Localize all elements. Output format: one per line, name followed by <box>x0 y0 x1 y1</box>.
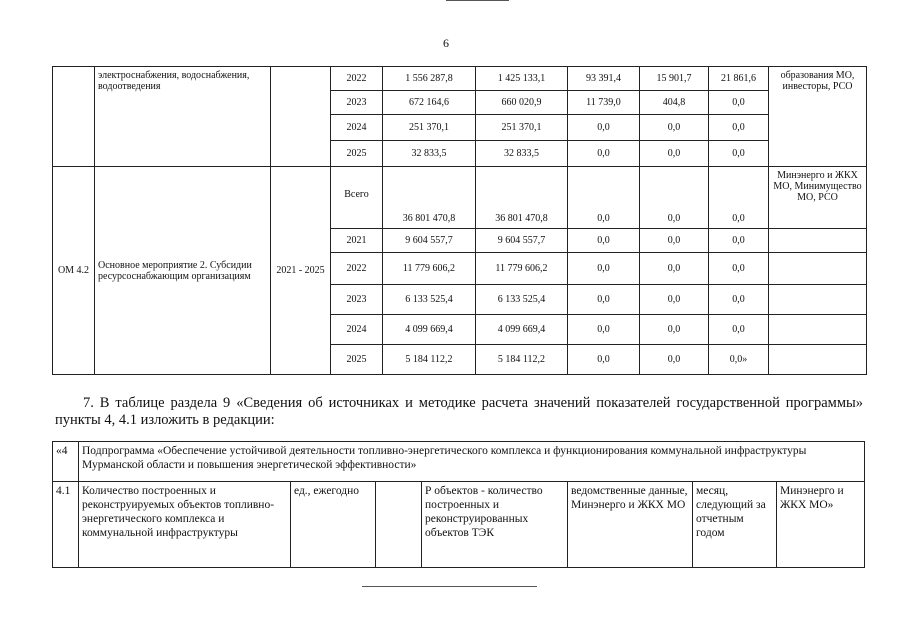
empty-cell <box>376 482 422 568</box>
regional-cell: 251 370,1 <box>476 115 568 141</box>
local-cell: 0,0 <box>640 285 709 315</box>
local-cell: 0,0 <box>640 345 709 375</box>
responsible-cell <box>769 253 867 285</box>
year-cell: 2025 <box>331 141 383 167</box>
year-cell: Всего <box>331 167 383 229</box>
federal-cell: 0,0 <box>568 167 640 229</box>
regional-cell: 32 833,5 <box>476 141 568 167</box>
extra-cell: 0,0 <box>709 229 769 253</box>
extra-cell: 0,0 <box>709 141 769 167</box>
responsible-cell: Минэнерго и ЖКХ МО» <box>777 482 865 568</box>
local-cell: 15 901,7 <box>640 67 709 91</box>
local-cell: 0,0 <box>640 141 709 167</box>
regional-cell: 6 133 525,4 <box>476 285 568 315</box>
total-cell: 9 604 557,7 <box>383 229 476 253</box>
year-cell: 2024 <box>331 115 383 141</box>
year-cell: 2024 <box>331 315 383 345</box>
total-cell: 5 184 112,2 <box>383 345 476 375</box>
federal-cell: 0,0 <box>568 141 640 167</box>
federal-cell: 0,0 <box>568 345 640 375</box>
measure-name-cell: электроснабжения, водоснабжения, водоотведения <box>95 67 271 167</box>
funding-table <box>52 66 867 375</box>
regional-cell: 660 020,9 <box>476 91 568 115</box>
measure-code-cell: ОМ 4.2 <box>53 167 95 375</box>
extra-cell: 0,0 <box>709 315 769 345</box>
local-cell: 0,0 <box>640 253 709 285</box>
federal-cell: 11 739,0 <box>568 91 640 115</box>
federal-cell: 93 391,4 <box>568 67 640 91</box>
bottom-rule <box>362 586 537 587</box>
responsible-cell <box>769 345 867 375</box>
total-cell: 4 099 669,4 <box>383 315 476 345</box>
table-row <box>53 482 865 568</box>
top-rule <box>446 0 509 1</box>
total-cell: 1 556 287,8 <box>383 67 476 91</box>
year-cell: 2025 <box>331 345 383 375</box>
responsible-cell <box>769 315 867 345</box>
year-cell: 2022 <box>331 253 383 285</box>
federal-cell: 0,0 <box>568 253 640 285</box>
unit-cell: ед., ежегодно <box>291 482 376 568</box>
amendment-paragraph: 7. В таблице раздела 9 «Сведения об источниках и методике расчета значений показателей государственной программы» пункты 4, 4.1 изложить в редакции: <box>55 395 863 428</box>
subprogram-title-cell: Подпрограмма «Обеспечение устойчивой деятельности топливно-энергетического комплекса и функционирования коммунальной инфраструктуры Мурманской области и повышения энергетической эффективности» <box>79 442 865 482</box>
period-cell <box>271 67 331 167</box>
extra-cell: 0,0 <box>709 167 769 229</box>
measure-name-cell: Основное мероприятие 2. Субсидии ресурсоснабжающим организациям <box>95 167 271 375</box>
page-number: 6 <box>443 36 449 50</box>
federal-cell: 0,0 <box>568 115 640 141</box>
responsible-cell <box>769 229 867 253</box>
timing-cell: месяц, следующий за отчетным годом <box>693 482 777 568</box>
period-cell: 2021 - 2025 <box>271 167 331 375</box>
extra-cell: 0,0 <box>709 91 769 115</box>
federal-cell: 0,0 <box>568 285 640 315</box>
table-row <box>53 67 867 91</box>
table-row <box>53 167 867 229</box>
responsible-cell: образования МО, инвесторы, РСО <box>769 67 867 167</box>
local-cell: 0,0 <box>640 315 709 345</box>
total-cell: 251 370,1 <box>383 115 476 141</box>
source-cell: ведомственные данные, Минэнерго и ЖКХ МО <box>568 482 693 568</box>
year-cell: 2023 <box>331 285 383 315</box>
extra-cell: 0,0 <box>709 115 769 141</box>
total-cell: 6 133 525,4 <box>383 285 476 315</box>
responsible-cell <box>769 285 867 315</box>
extra-cell: 0,0 <box>709 285 769 315</box>
regional-cell: 11 779 606,2 <box>476 253 568 285</box>
regional-cell: 9 604 557,7 <box>476 229 568 253</box>
regional-cell: 5 184 112,2 <box>476 345 568 375</box>
indicator-code-cell: 4.1 <box>53 482 79 568</box>
local-cell: 0,0 <box>640 115 709 141</box>
total-cell: 672 164,6 <box>383 91 476 115</box>
total-cell: 32 833,5 <box>383 141 476 167</box>
subprogram-code-cell: «4 <box>53 442 79 482</box>
code-cell <box>53 67 95 167</box>
extra-cell: 21 861,6 <box>709 67 769 91</box>
year-cell: 2023 <box>331 91 383 115</box>
regional-cell: 36 801 470,8 <box>476 167 568 229</box>
table-row <box>53 442 865 482</box>
year-cell: 2022 <box>331 67 383 91</box>
total-cell: 36 801 470,8 <box>383 167 476 229</box>
regional-cell: 4 099 669,4 <box>476 315 568 345</box>
total-cell: 11 779 606,2 <box>383 253 476 285</box>
year-cell: 2021 <box>331 229 383 253</box>
local-cell: 0,0 <box>640 167 709 229</box>
responsible-cell: Минэнерго и ЖКХ МО, Минимущество МО, РСО <box>769 167 867 229</box>
federal-cell: 0,0 <box>568 315 640 345</box>
indicator-name-cell: Количество построенных и реконструируемых объектов топливно-энергетического комплекса и коммунальной инфраструктуры <box>79 482 291 568</box>
method-cell: Р объектов - количество построенных и реконструированных объектов ТЭК <box>422 482 568 568</box>
local-cell: 404,8 <box>640 91 709 115</box>
extra-cell: 0,0 <box>709 253 769 285</box>
indicator-table <box>52 441 865 568</box>
extra-cell: 0,0» <box>709 345 769 375</box>
local-cell: 0,0 <box>640 229 709 253</box>
federal-cell: 0,0 <box>568 229 640 253</box>
regional-cell: 1 425 133,1 <box>476 67 568 91</box>
